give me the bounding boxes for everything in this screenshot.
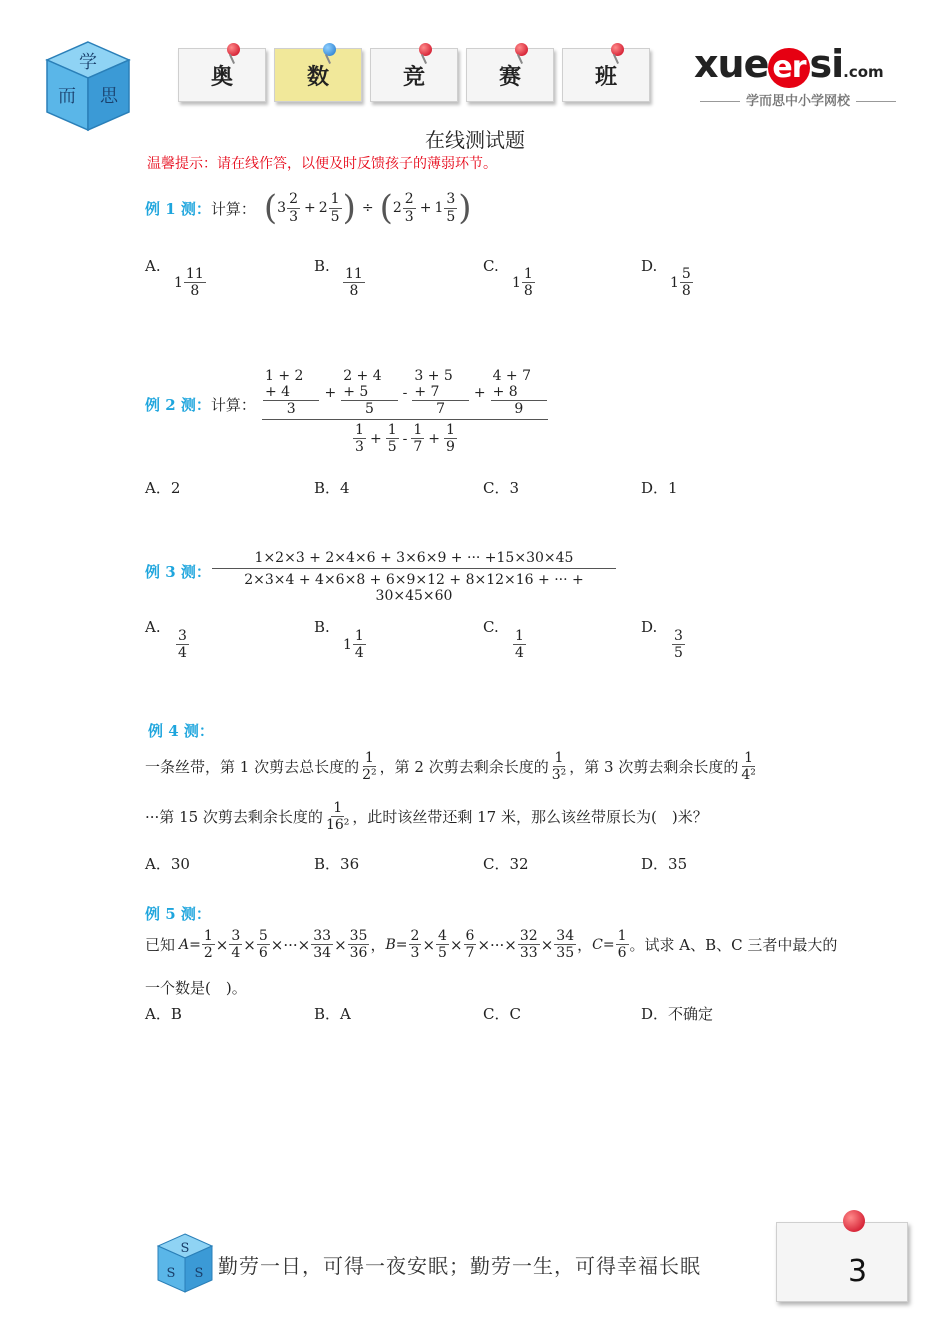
q2-option-d[interactable]: D．1	[641, 479, 678, 497]
svg-text:S: S	[180, 1241, 190, 1256]
q3-option-a[interactable]: A.	[145, 618, 161, 636]
question-1-expression: ( 3 $\frac{2}{3}$ + 2 $\frac{1}{5}$ ) ÷ ( 2 $\frac{2}{3}$ + 1 $\frac{3}{5}$ )	[263, 188, 472, 228]
question-3-denominator: 2×3×4 + 4×6×8 + 6×9×12 + 8×12×16 + ··· + 30×45×60	[244, 572, 584, 604]
page-number: 3	[848, 1254, 868, 1289]
page-number-note	[776, 1222, 908, 1302]
question-5-heading	[145, 903, 211, 924]
banner-note-jing: 竞	[370, 48, 458, 102]
question-4-line-1: 一条丝带，第 1 次剪去总长度的 $\frac{1}{\text{2²}}$ ，第 2 次剪去剩余长度的 $\frac{1}{\text{3²}}$ ，第 3 次剪去剩余长度的 $\frac{1}{\text{4²}}$	[145, 750, 756, 784]
q1-option-b-value: $\frac{11}{8}$	[345, 266, 363, 300]
question-1-prefix: 计算：	[210, 199, 256, 218]
logo-subtitle: 学而思中小学网校	[680, 90, 916, 109]
q1-option-d[interactable]: D.	[641, 257, 658, 275]
q4-option-c[interactable]: C．32	[483, 855, 529, 873]
q1-option-c[interactable]: C.	[483, 257, 499, 275]
q2-option-c[interactable]: C．3	[483, 479, 520, 497]
q5-option-a[interactable]: A．B	[145, 1005, 182, 1023]
q3-option-d-value: $\frac{3}{5}$	[674, 628, 683, 662]
banner-note-shu: 数	[274, 48, 362, 102]
xueersi-logo: xue er si.com	[694, 42, 884, 86]
banner-note-sai: 赛	[466, 48, 554, 102]
banner-note-ban: 班	[562, 48, 650, 102]
question-3-label: 例 3 测：	[145, 563, 211, 581]
banner-notes	[178, 48, 650, 102]
question-2-heading	[145, 394, 256, 415]
xueersi-cube-logo	[45, 40, 131, 132]
q1-option-b[interactable]: B.	[314, 257, 330, 275]
cube-char-xue: 学	[79, 52, 97, 73]
question-3-heading	[145, 561, 211, 582]
q1-option-c-value: 1 $\frac{1}{8}$	[512, 266, 533, 300]
question-4-line-2: ···第 15 次剪去剩余长度的 $\frac{1}{\text{16²}}$ ，此时该丝带还剩 17 米，那么该丝带原长为( )米？	[145, 800, 708, 834]
q2-option-a[interactable]: A．2	[145, 479, 181, 497]
cube-char-si: 思	[100, 86, 118, 107]
q2-option-b[interactable]: B．4	[314, 479, 350, 497]
q3-option-c-value: $\frac{1}{4}$	[515, 628, 524, 662]
q3-option-d[interactable]: D.	[641, 618, 658, 636]
svg-text:S: S	[194, 1266, 204, 1281]
question-1	[145, 188, 472, 228]
question-3-expression	[212, 550, 616, 604]
q4-option-a[interactable]: A．30	[145, 855, 190, 873]
q4-option-d[interactable]: D．35	[641, 855, 688, 873]
question-3-numerator: 1×2×3 + 2×4×6 + 3×6×9 + ··· +15×30×45	[212, 550, 616, 569]
q3-option-a-value: $\frac{3}{4}$	[178, 628, 187, 662]
q3-option-c[interactable]: C.	[483, 618, 499, 636]
pushpin-icon	[843, 1210, 865, 1232]
q5-option-b[interactable]: B．A	[314, 1005, 351, 1023]
q3-option-b[interactable]: B.	[314, 618, 330, 636]
question-2-expression: $\frac{1 + 2 + 4}{3}$ + $\frac{2 + 4 + 5}{5}$ - $\frac{3 + 5 + 7}{7}$ + $\frac{4 + 7 + 8}{9}$ $\frac{1}{3}$ + $\frac{1}{5}$ - $\frac{1}{7}$ + $\frac{1}{9}$	[262, 368, 548, 455]
q3-option-b-value: 1 $\frac{1}{4}$	[343, 628, 364, 662]
q1-option-a[interactable]: A.	[145, 257, 161, 275]
q5-option-d[interactable]: D．不确定	[641, 1005, 714, 1023]
footer-motto: 勤劳一日，可得一夜安眠；勤劳一生，可得幸福长眠	[218, 1254, 701, 1278]
question-1-label: 例 1 测：	[145, 199, 211, 218]
sss-cube-logo	[156, 1232, 214, 1294]
q5-option-c[interactable]: C．C	[483, 1005, 521, 1023]
question-5-line-2: 一个数是( )。	[145, 979, 247, 997]
q4-option-b[interactable]: B．36	[314, 855, 360, 873]
cube-char-er: 而	[58, 86, 76, 107]
question-4-label: 例 4 测：	[148, 722, 214, 740]
question-5-line-1: 已知 A= $\frac{1}{2}$ × $\frac{3}{4}$ × $\frac{5}{6}$ ×···× $\frac{33}{34}$ × $\frac{35}{36}$ ， B= $\frac{2}{3}$ × $\frac{4}{5}$ × $\frac{6}{7}$ ×···× $\frac{32}{33}$ × $\frac{34}{35}$ ， C= $\frac{1}{6}$ 。试求 A、B、C 三者中最大的	[145, 928, 838, 962]
banner-note-ao: 奥	[178, 48, 266, 102]
page-title: 在线测试题	[425, 128, 525, 152]
question-2-label: 例 2 测：	[145, 396, 211, 414]
question-5-label: 例 5 测：	[145, 905, 211, 923]
svg-text:S: S	[166, 1266, 176, 1281]
question-4-heading	[148, 720, 214, 741]
q1-option-d-value: 1 $\frac{5}{8}$	[670, 266, 691, 300]
question-2-prefix: 计算：	[210, 396, 256, 414]
q1-option-a-value: 1 $\frac{11}{8}$	[174, 266, 204, 300]
tip-text: 温馨提示：请在线作答，以便及时反馈孩子的薄弱环节。	[147, 156, 497, 172]
